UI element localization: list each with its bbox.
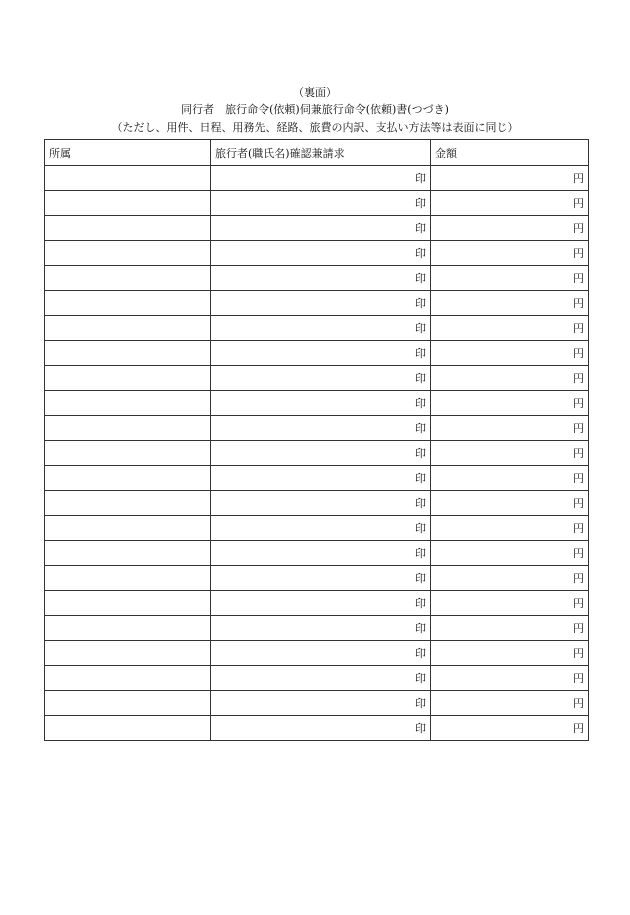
traveler-signature-cell[interactable] (211, 366, 431, 391)
yen-mark: 円 (573, 447, 584, 460)
table-row (45, 541, 589, 566)
affiliation-cell[interactable] (45, 216, 211, 241)
affiliation-cell[interactable] (45, 691, 211, 716)
affiliation-cell[interactable] (45, 191, 211, 216)
yen-mark: 円 (573, 372, 584, 385)
table-row (45, 466, 589, 491)
traveler-signature-cell[interactable] (211, 291, 431, 316)
yen-mark: 円 (573, 422, 584, 435)
amount-cell[interactable] (431, 491, 589, 516)
yen-mark: 円 (573, 547, 584, 560)
affiliation-cell[interactable] (45, 491, 211, 516)
affiliation-cell[interactable] (45, 366, 211, 391)
affiliation-cell[interactable] (45, 641, 211, 666)
amount-cell[interactable] (431, 466, 589, 491)
yen-mark: 円 (573, 247, 584, 260)
yen-mark: 円 (573, 197, 584, 210)
column-header-amount: 金額 (431, 140, 589, 166)
table-row (45, 591, 589, 616)
seal-mark: 印 (415, 297, 426, 310)
seal-mark: 印 (415, 672, 426, 685)
table-row (45, 666, 589, 691)
amount-cell[interactable] (431, 716, 589, 741)
seal-mark: 印 (415, 197, 426, 210)
seal-mark: 印 (415, 472, 426, 485)
amount-cell[interactable] (431, 291, 589, 316)
traveler-signature-cell[interactable] (211, 166, 431, 191)
amount-cell[interactable] (431, 366, 589, 391)
amount-cell[interactable] (431, 541, 589, 566)
table-row (45, 516, 589, 541)
traveler-signature-cell[interactable] (211, 641, 431, 666)
seal-mark: 印 (415, 572, 426, 585)
yen-mark: 円 (573, 597, 584, 610)
seal-mark: 印 (415, 247, 426, 260)
seal-mark: 印 (415, 622, 426, 635)
yen-mark: 円 (573, 672, 584, 685)
seal-mark: 印 (415, 722, 426, 735)
yen-mark: 円 (573, 572, 584, 585)
affiliation-cell[interactable] (45, 166, 211, 191)
affiliation-cell[interactable] (45, 241, 211, 266)
yen-mark: 円 (573, 497, 584, 510)
amount-cell[interactable] (431, 416, 589, 441)
traveler-signature-cell[interactable] (211, 516, 431, 541)
amount-cell[interactable] (431, 516, 589, 541)
yen-mark: 円 (573, 522, 584, 535)
affiliation-cell[interactable] (45, 466, 211, 491)
affiliation-cell[interactable] (45, 541, 211, 566)
seal-mark: 印 (415, 597, 426, 610)
yen-mark: 円 (573, 647, 584, 660)
affiliation-cell[interactable] (45, 316, 211, 341)
affiliation-cell[interactable] (45, 391, 211, 416)
seal-mark: 印 (415, 397, 426, 410)
yen-mark: 円 (573, 272, 584, 285)
affiliation-cell[interactable] (45, 591, 211, 616)
traveler-signature-cell[interactable] (211, 716, 431, 741)
table-row (45, 341, 589, 366)
traveler-signature-cell[interactable] (211, 316, 431, 341)
traveler-signature-cell[interactable] (211, 616, 431, 641)
yen-mark: 円 (573, 397, 584, 410)
traveler-signature-cell[interactable] (211, 391, 431, 416)
reverse-side-label: （裏面） (293, 86, 337, 99)
form-title: 同行者 旅行命令(依頼)伺兼旅行命令(依頼)書(つづき) (181, 103, 449, 116)
table-row (45, 291, 589, 316)
form-note: （ただし、用件、日程、用務先、経路、旅費の内訳、支払い方法等は表面に同じ） (111, 121, 519, 134)
traveler-signature-cell[interactable] (211, 591, 431, 616)
traveler-signature-cell[interactable] (211, 191, 431, 216)
seal-mark: 印 (415, 372, 426, 385)
affiliation-cell[interactable] (45, 291, 211, 316)
seal-mark: 印 (415, 272, 426, 285)
table-row (45, 191, 589, 216)
table-row (45, 316, 589, 341)
amount-cell[interactable] (431, 166, 589, 191)
traveler-signature-cell[interactable] (211, 441, 431, 466)
amount-cell[interactable] (431, 641, 589, 666)
yen-mark: 円 (573, 722, 584, 735)
yen-mark: 円 (573, 222, 584, 235)
table-row (45, 241, 589, 266)
table-row (45, 641, 589, 666)
amount-cell[interactable] (431, 341, 589, 366)
affiliation-cell[interactable] (45, 441, 211, 466)
seal-mark: 印 (415, 447, 426, 460)
affiliation-cell[interactable] (45, 266, 211, 291)
table-row (45, 366, 589, 391)
seal-mark: 印 (415, 647, 426, 660)
amount-cell[interactable] (431, 691, 589, 716)
yen-mark: 円 (573, 322, 584, 335)
amount-cell[interactable] (431, 191, 589, 216)
seal-mark: 印 (415, 422, 426, 435)
table-row (45, 266, 589, 291)
affiliation-cell[interactable] (45, 416, 211, 441)
table-row (45, 391, 589, 416)
amount-cell[interactable] (431, 266, 589, 291)
table-header-row (45, 140, 589, 166)
table-row (45, 566, 589, 591)
table-row (45, 716, 589, 741)
seal-mark: 印 (415, 222, 426, 235)
yen-mark: 円 (573, 347, 584, 360)
traveler-signature-cell[interactable] (211, 266, 431, 291)
traveler-signature-cell[interactable] (211, 566, 431, 591)
table-row (45, 616, 589, 641)
table-row (45, 691, 589, 716)
yen-mark: 円 (573, 297, 584, 310)
column-header-affiliation: 所属 (45, 140, 211, 166)
traveler-signature-cell[interactable] (211, 541, 431, 566)
table-row (45, 166, 589, 191)
traveler-signature-cell[interactable] (211, 691, 431, 716)
traveler-signature-cell[interactable] (211, 466, 431, 491)
table-row (45, 441, 589, 466)
affiliation-cell[interactable] (45, 666, 211, 691)
amount-cell[interactable] (431, 616, 589, 641)
traveler-signature-cell[interactable] (211, 666, 431, 691)
seal-mark: 印 (415, 697, 426, 710)
seal-mark: 印 (415, 322, 426, 335)
affiliation-cell[interactable] (45, 716, 211, 741)
traveler-signature-cell[interactable] (211, 241, 431, 266)
traveler-signature-cell[interactable] (211, 416, 431, 441)
amount-cell[interactable] (431, 391, 589, 416)
companion-table (44, 139, 589, 741)
seal-mark: 印 (415, 347, 426, 360)
affiliation-cell[interactable] (45, 341, 211, 366)
amount-cell[interactable] (431, 316, 589, 341)
amount-cell[interactable] (431, 566, 589, 591)
traveler-signature-cell[interactable] (211, 216, 431, 241)
yen-mark: 円 (573, 622, 584, 635)
affiliation-cell[interactable] (45, 616, 211, 641)
yen-mark: 円 (573, 172, 584, 185)
affiliation-cell[interactable] (45, 566, 211, 591)
amount-cell[interactable] (431, 216, 589, 241)
seal-mark: 印 (415, 172, 426, 185)
table-row (45, 416, 589, 441)
table-row (45, 216, 589, 241)
yen-mark: 円 (573, 697, 584, 710)
seal-mark: 印 (415, 522, 426, 535)
traveler-signature-cell[interactable] (211, 491, 431, 516)
column-header-traveler: 旅行者(職氏名)確認兼請求 (211, 140, 431, 166)
amount-cell[interactable] (431, 591, 589, 616)
amount-cell[interactable] (431, 441, 589, 466)
affiliation-cell[interactable] (45, 516, 211, 541)
table-row (45, 491, 589, 516)
seal-mark: 印 (415, 547, 426, 560)
traveler-signature-cell[interactable] (211, 341, 431, 366)
amount-cell[interactable] (431, 666, 589, 691)
amount-cell[interactable] (431, 241, 589, 266)
seal-mark: 印 (415, 497, 426, 510)
yen-mark: 円 (573, 472, 584, 485)
